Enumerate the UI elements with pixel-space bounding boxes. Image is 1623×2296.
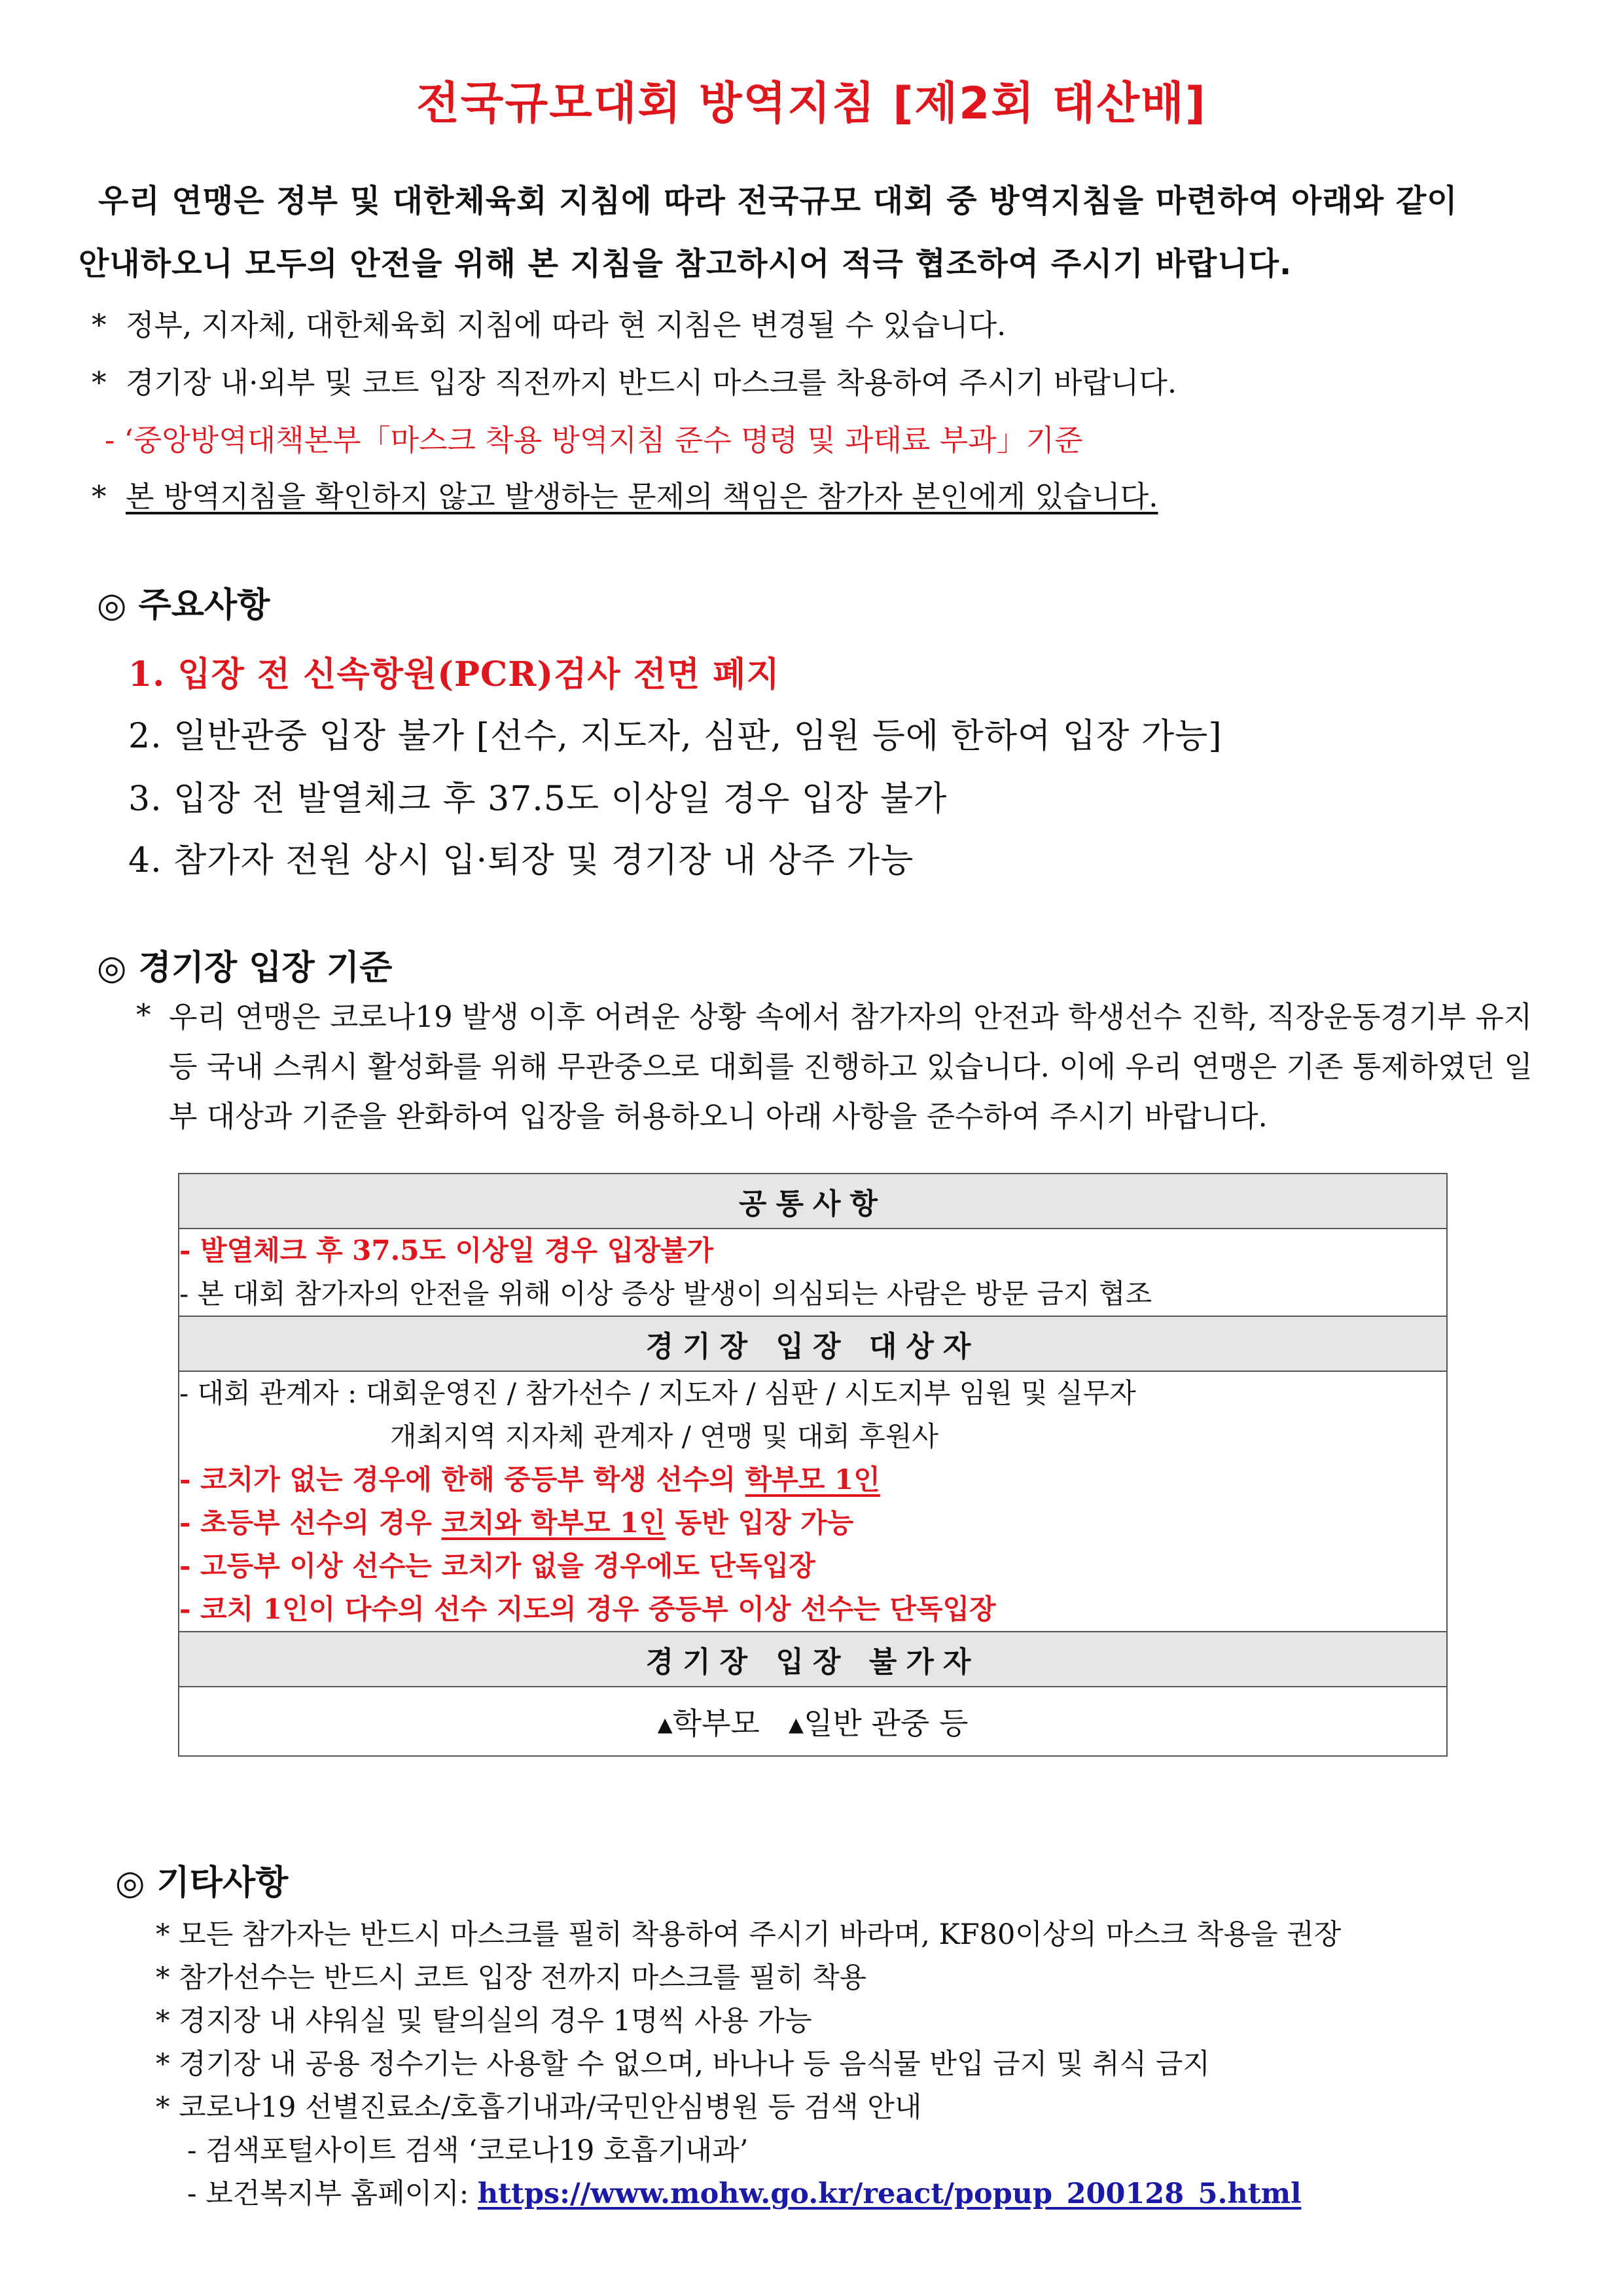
note-text: 본 방역지침을 확인하지 않고 발생하는 문제의 책임은 참가자 본인에게 있습니다. <box>126 479 1158 514</box>
etc-sub-search: - 검색포털사이트 검색 ‘코로나19 호흡기내과’ <box>187 2134 749 2167</box>
section-heading-main: ◎ 주요사항 <box>97 586 270 625</box>
note-1 <box>92 301 1006 344</box>
banned-parents: ▴학부모 <box>657 1706 760 1741</box>
main-item-4: 4. 참가자 전원 상시 입·퇴장 및 경기장 내 상주 가능 <box>128 841 914 880</box>
note-3-mask-order <box>105 416 1083 459</box>
page-title: 전국규모대회 방역지침 [제2회 태산배] <box>416 78 1207 130</box>
common-body <box>179 1229 1447 1316</box>
common-line-fever: - 발열체크 후 37.5도 이상일 경우 입장불가 <box>179 1234 714 1266</box>
target-line-middle-school <box>179 1458 1446 1501</box>
main-item-2: 2. 일반관중 입장 불가 [선수, 지도자, 심판, 임원 등에 한하여 입장 가능] <box>128 717 1222 756</box>
note-2 <box>92 359 1177 401</box>
note-star: * <box>92 308 107 342</box>
banned-header: 경기장 입장 불가자 <box>179 1632 1447 1687</box>
intro-line-2: 안내하오니 모두의 안전을 위해 본 지침을 참고하시어 적극 협조하여 주시기 바랍니다. <box>79 245 1293 282</box>
note-text: 경기장 내·외부 및 코트 입장 직전까지 반드시 마스크를 착용하여 주시기 바랍니다. <box>126 365 1177 400</box>
target-line-coach: - 코치 1인이 다수의 선수 지도의 경우 중등부 이상 선수는 단독입장 <box>179 1593 996 1625</box>
banned-body <box>179 1687 1447 1756</box>
target-line-officials: - 대회 관계자 : 대회운영진 / 참가선수 / 지도자 / 심판 / 시도지부 임원 및 실무자 <box>179 1377 1136 1409</box>
common-header: 공통사항 <box>179 1174 1447 1229</box>
section-heading-entry: ◎ 경기장 입장 기준 <box>97 948 393 988</box>
etc-item-2: * 참가선수는 반드시 코트 입장 전까지 마스크를 필히 착용 <box>156 1962 867 1994</box>
target-line-elementary <box>179 1501 1446 1545</box>
note-text: 정부, 지자체, 대한체육회 지침에 따라 현 지침은 변경될 수 있습니다. <box>126 308 1007 342</box>
text: - 코치가 없는 경우에 한해 중등부 학생 선수의 <box>179 1463 745 1496</box>
ministry-homepage-link[interactable]: https://www.mohw.go.kr/react/popup_200128_5.html <box>477 2178 1302 2210</box>
text-underlined: 코치와 학부모 1인 <box>441 1507 666 1539</box>
entry-star: * <box>136 997 151 1032</box>
common-line-symptoms: - 본 대회 참가자의 안전을 위해 이상 증상 발생이 의심되는 사람은 방문 금지 협조 <box>179 1278 1152 1310</box>
note-4 <box>92 473 1158 515</box>
entry-rules-table <box>178 1173 1448 1757</box>
etc-item-3: * 경지장 내 샤워실 및 탈의실의 경우 1명씩 사용 가능 <box>156 2005 812 2037</box>
text: - 초등부 선수의 경우 <box>179 1507 442 1539</box>
target-line-high-school: - 고등부 이상 선수는 코치가 없을 경우에도 단독입장 <box>179 1550 815 1582</box>
text: 동반 입장 가능 <box>665 1507 854 1539</box>
banned-spectators: ▴일반 관중 등 <box>788 1706 969 1741</box>
target-header: 경기장 입장 대상자 <box>179 1316 1447 1371</box>
section-heading-etc: ◎ 기타사항 <box>115 1863 289 1903</box>
etc-item-5: * 코로나19 선별진료소/호흡기내과/국민안심병원 등 검색 안내 <box>156 2091 922 2124</box>
main-item-3: 3. 입장 전 발열체크 후 37.5도 이상일 경우 입장 불가 <box>128 780 948 819</box>
ministry-label: - 보건복지부 홈페이지: <box>187 2178 478 2210</box>
note-star: * <box>92 479 107 514</box>
note-star: * <box>92 365 107 400</box>
etc-item-4: * 경기장 내 공용 정수기는 사용할 수 없으며, 바나나 등 음식물 반입 금지 및 취식 금지 <box>156 2048 1210 2081</box>
entry-paragraph: 우리 연맹은 코로나19 발생 이후 어려운 상황 속에서 참가자의 안전과 학생선수 진학, 직장운동경기부 유지 등 국내 스쿼시 활성화를 위해 무관중으로 대회를 진행하고 있습니다. 이에 우리 연맹은 기존 통제하였던 일부 대상과 기준을 완화하여 입장을 허용하오니 아래 사항을 준수하여 주시기 바랍니다. <box>169 999 1533 1134</box>
target-line-officials-cont: 개최지역 지자체 관계자 / 연맹 및 대회 후원사 <box>390 1420 938 1452</box>
note-text: - ‘중앙방역대책본부「마스크 착용 방역지침 준수 명령 및 과태료 부과」기준 <box>105 423 1083 457</box>
intro-line-1: 우리 연맹은 정부 및 대한체육회 지침에 따라 전국규모 대회 중 방역지침을 마련하여 아래와 같이 <box>98 183 1458 219</box>
main-item-1: 1. 입장 전 신속항원(PCR)검사 전면 폐지 <box>128 655 780 694</box>
text-underlined: 학부모 1인 <box>745 1463 880 1496</box>
etc-sub-ministry <box>187 2172 1301 2212</box>
etc-item-1: * 모든 참가자는 반드시 마스크를 필히 착용하여 주시기 바라며, KF80이상의 마스크 착용을 권장 <box>156 1918 1342 1951</box>
target-body <box>179 1371 1447 1632</box>
